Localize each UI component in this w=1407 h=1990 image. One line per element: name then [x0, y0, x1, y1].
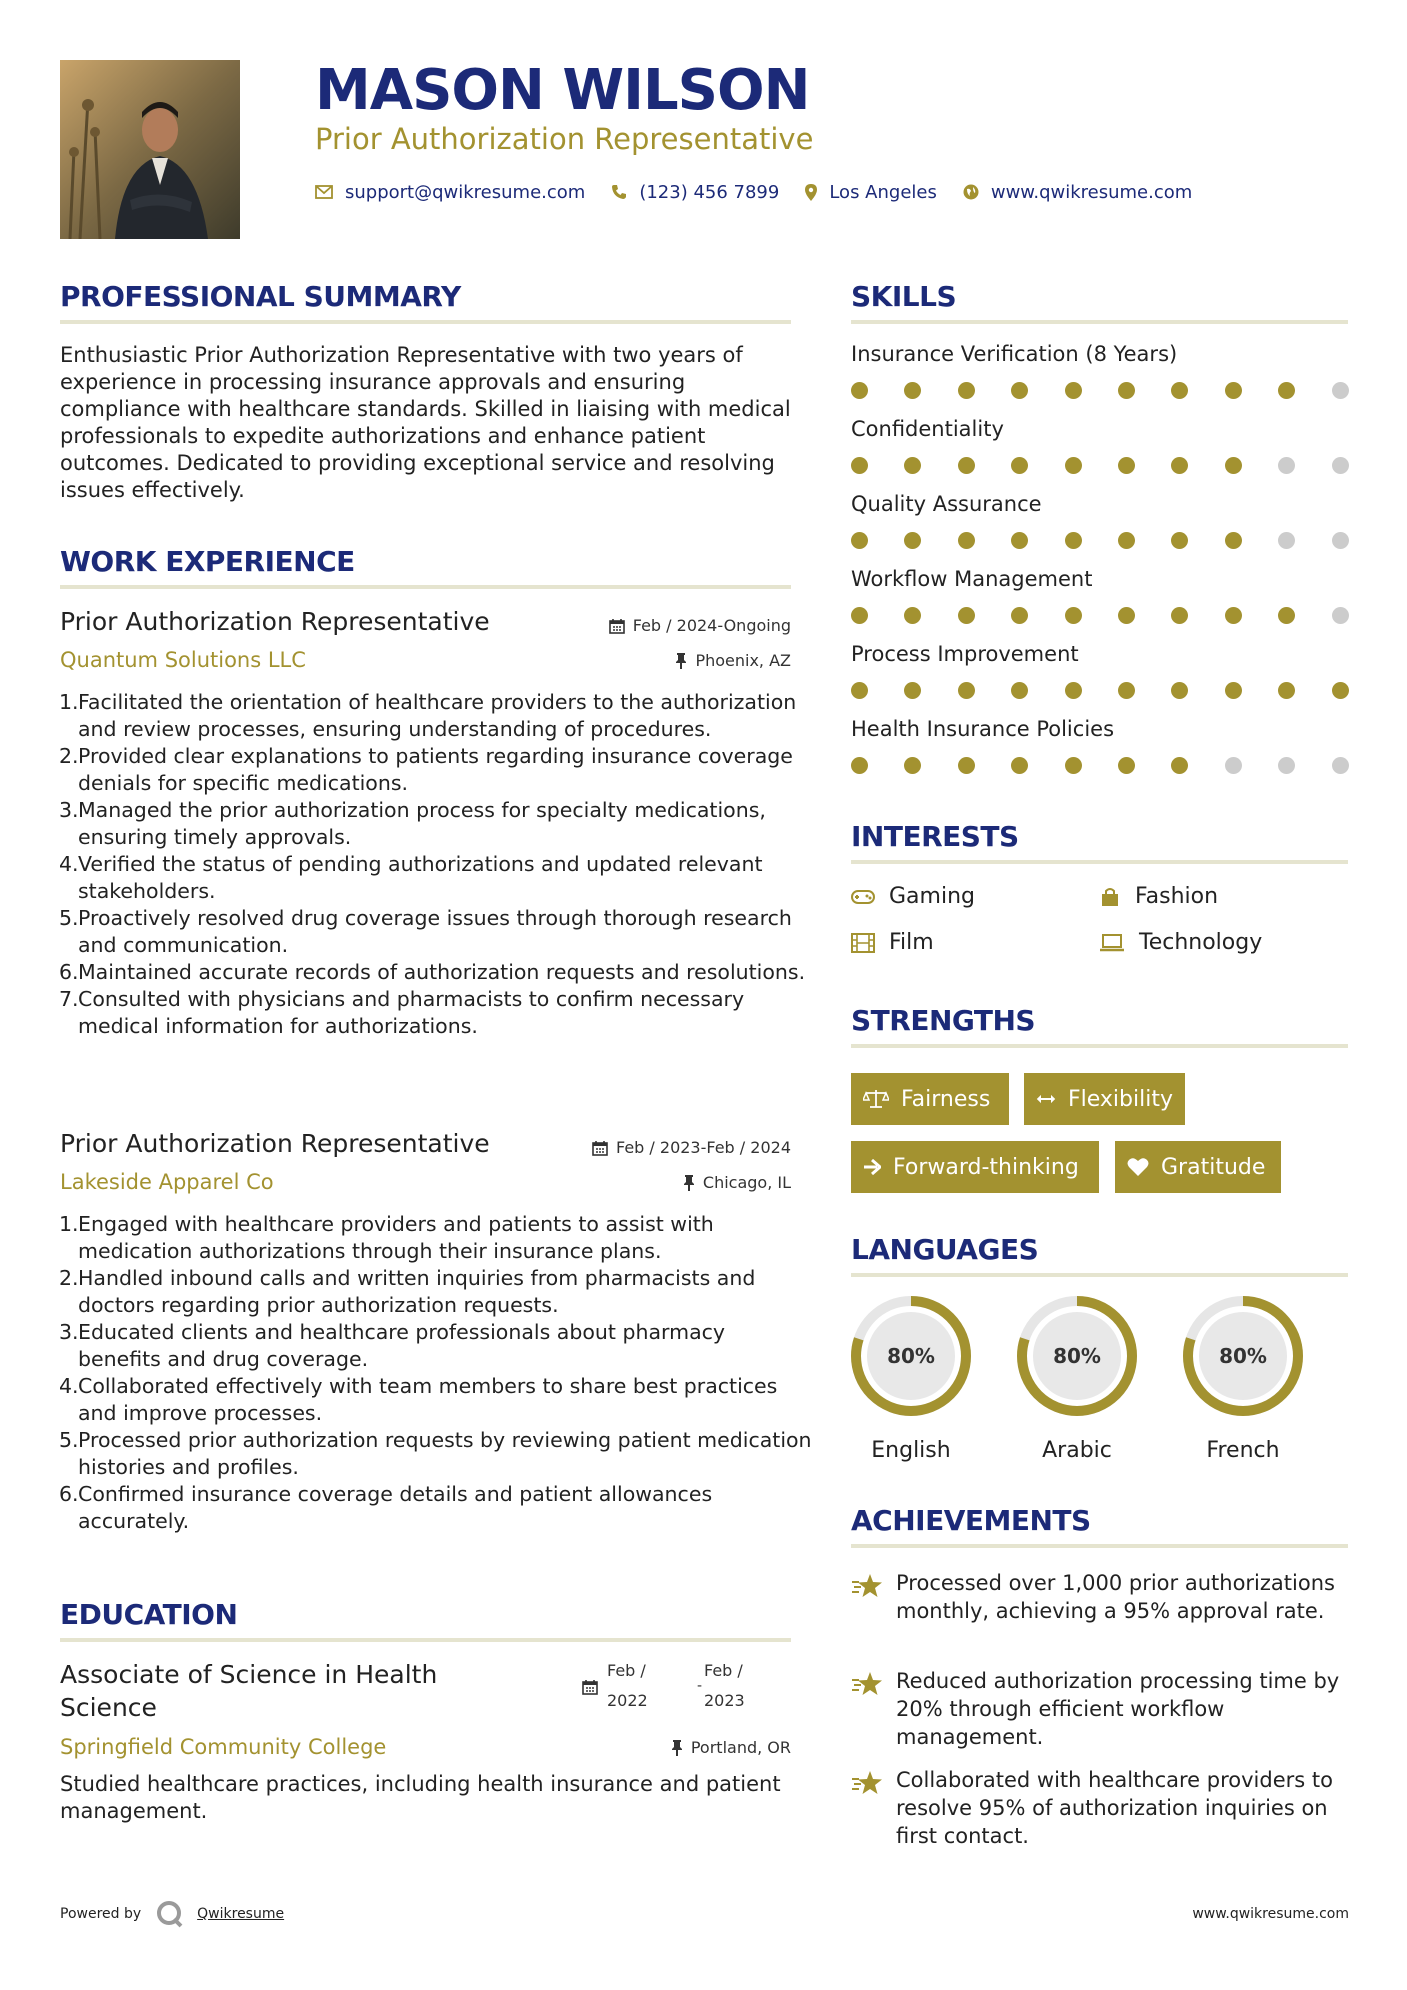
qwikresume-link[interactable]: Qwikresume [197, 1906, 285, 1922]
footer [60, 1900, 284, 1928]
interest-film: Film [851, 930, 934, 955]
contact-website[interactable] [963, 182, 1192, 203]
language-item [849, 1294, 973, 1463]
skill-dot [1065, 532, 1082, 549]
skills-heading: SKILLS [851, 280, 957, 313]
skill-name: Quality Assurance [851, 492, 1042, 516]
arrows-horizontal-icon [1036, 1093, 1056, 1105]
skill-dot [1065, 607, 1082, 624]
list-item: 3. Managed the prior authorization process for specialty medications, ensuring timely approvals. [59, 798, 766, 849]
edu-date-separator: - [697, 1678, 703, 1694]
skill-dot [1118, 382, 1135, 399]
footer-website[interactable]: www.qwikresume.com [1192, 1906, 1349, 1922]
list-item: 1. Engaged with healthcare providers and patients to assist with medication authorizations through their insurance plans. [59, 1212, 714, 1263]
skill-rating [851, 757, 1350, 775]
job-company: Quantum Solutions LLC [60, 648, 306, 672]
skill-dot [1011, 457, 1028, 474]
skill-dot [958, 382, 975, 399]
skill-dot [1011, 682, 1028, 699]
skill-dot [851, 532, 868, 549]
skill-dot [1118, 682, 1135, 699]
strength-tag: Forward-thinking [851, 1141, 1099, 1193]
gamepad-icon [851, 889, 875, 905]
skill-dot [851, 682, 868, 699]
skill-dot [1278, 682, 1295, 699]
achievement-text: Collaborated with healthcare providers to resolve 95% of authorization inquiries on first contact. [896, 1768, 1333, 1848]
job-location-text: Chicago, IL [702, 1173, 791, 1192]
location-text: Los Angeles [829, 181, 937, 203]
skill-dot [904, 532, 921, 549]
skill-dot [904, 457, 921, 474]
list-item: 6. Confirmed insurance coverage details and patient allowances accurately. [59, 1482, 713, 1533]
skill-dot [904, 382, 921, 399]
job-location [683, 1173, 791, 1192]
edu-start-line-1: Feb / [607, 1661, 646, 1680]
list-item: 2. Provided clear explanations to patients regarding insurance coverage denials for specific medications. [59, 744, 793, 795]
skill-dot [851, 382, 868, 399]
job-company: Lakeside Apparel Co [60, 1170, 274, 1194]
skill-dot [904, 682, 921, 699]
phone-icon [611, 184, 627, 200]
job-title: Prior Authorization Representative [60, 1129, 490, 1158]
school-location [671, 1738, 791, 1757]
skill-dot [1065, 382, 1082, 399]
skill-dot [1278, 757, 1295, 774]
skill-dot [1065, 757, 1082, 774]
strength-tag: Fairness [851, 1073, 1009, 1125]
school-name: Springfield Community College [60, 1735, 387, 1759]
skill-name: Workflow Management [851, 567, 1093, 591]
skill-dot [1225, 382, 1242, 399]
experience-divider [60, 585, 791, 589]
skill-dot [851, 607, 868, 624]
skill-dot [851, 457, 868, 474]
job-title: Prior Authorization Representative [60, 607, 490, 636]
edu-end-line-2: 2023 [704, 1691, 745, 1710]
summary-divider [60, 320, 791, 324]
list-item: 4. Verified the status of pending authorizations and updated relevant stakeholders. [59, 852, 763, 903]
summary-text: Enthusiastic Prior Authorization Representative with two years of experience in processing insurance approvals and ensuring compliance with healthcare standards. Skilled in liaising with medical professionals to expedite authorizations and enhance patient outcomes. Dedicated to providing exceptional service and resolving issues effectively. [60, 343, 791, 502]
skill-dot [1011, 757, 1028, 774]
skill-dot [1171, 682, 1188, 699]
skill-dot [958, 757, 975, 774]
contact-location [805, 182, 937, 203]
strengths-heading: STRENGTHS [851, 1004, 1036, 1037]
achievements-divider [851, 1544, 1348, 1548]
skill-dot [1011, 607, 1028, 624]
skill-dot [1225, 457, 1242, 474]
list-item: 1. Facilitated the orientation of healthcare providers to the authorization and review processes, ensuring understanding of procedures. [59, 690, 797, 741]
skill-dot [1225, 757, 1242, 774]
skill-dot [1278, 607, 1295, 624]
list-item: 7. Consulted with physicians and pharmacists to confirm necessary medical information for authorizations. [59, 987, 745, 1038]
skill-dot [1118, 532, 1135, 549]
job-location-text: Phoenix, AZ [695, 651, 791, 670]
profile-photo [60, 60, 240, 239]
edu-start-line-2: 2022 [607, 1691, 648, 1710]
skill-name: Insurance Verification (8 Years) [851, 342, 1178, 366]
contact-phone[interactable] [611, 182, 779, 203]
skill-dot [1332, 382, 1349, 399]
envelope-icon [315, 185, 333, 199]
skills-divider [851, 320, 1348, 324]
list-item: 5. Proactively resolved drug coverage issues through thorough research and communication. [59, 906, 792, 957]
education-heading: EDUCATION [60, 1598, 238, 1631]
list-item: 5. Processed prior authorization requests by reviewing patient medication histories and profiles. [59, 1428, 812, 1479]
calendar-icon [609, 618, 625, 634]
language-percent: 80% [1053, 1344, 1101, 1368]
degree-line-2: Science [60, 1693, 157, 1722]
language-name: Arabic [1042, 1438, 1112, 1463]
skill-dot [1171, 382, 1188, 399]
language-name: French [1206, 1438, 1280, 1463]
achievement-text: Reduced authorization processing time by 20% through efficient workflow management. [896, 1669, 1340, 1749]
skill-dot [1171, 532, 1188, 549]
education-divider [60, 1638, 791, 1642]
skill-dot [1011, 532, 1028, 549]
job-date-text: Feb / 2023-Feb / 2024 [616, 1138, 791, 1157]
list-item: 3. Educated clients and healthcare professionals about pharmacy benefits and drug coverage. [59, 1320, 726, 1371]
skill-dot [958, 607, 975, 624]
interests-divider [851, 860, 1348, 864]
candidate-name: MASON WILSON [315, 58, 810, 123]
degree-line-1: Associate of Science in Health [60, 1660, 438, 1689]
interests-heading: INTERESTS [851, 820, 1019, 853]
heart-icon [1127, 1157, 1149, 1177]
calendar-icon [592, 1140, 608, 1156]
job-date [609, 616, 791, 635]
skill-rating [851, 532, 1350, 550]
film-icon [851, 933, 875, 953]
skill-dot [1171, 457, 1188, 474]
job-date [592, 1138, 791, 1157]
shopping-bag-icon [1099, 886, 1121, 908]
email-text: support@qwikresume.com [345, 181, 586, 203]
skill-dot [904, 757, 921, 774]
contact-email[interactable] [315, 182, 585, 203]
education-description: Studied healthcare practices, including health insurance and patient management. [60, 1772, 781, 1823]
achievement-text: Processed over 1,000 prior authorizations monthly, achieving a 95% approval rate. [896, 1571, 1335, 1623]
skill-dot [1278, 532, 1295, 549]
skill-rating [851, 457, 1350, 475]
skill-dot [1332, 757, 1349, 774]
skill-dot [1225, 682, 1242, 699]
star-icon [851, 1770, 883, 1796]
skill-dot [1332, 457, 1349, 474]
strength-tag: Gratitude [1115, 1141, 1281, 1193]
candidate-role: Prior Authorization Representative [315, 122, 814, 156]
skill-dot [1118, 457, 1135, 474]
job-bullets [60, 1211, 813, 1535]
language-name: English [871, 1438, 951, 1463]
star-icon [851, 1671, 883, 1697]
star-icon [851, 1573, 883, 1599]
arrow-right-icon [863, 1159, 881, 1175]
skill-dot [958, 457, 975, 474]
globe-icon [963, 184, 979, 200]
skill-dot [1171, 607, 1188, 624]
job-bullets [60, 689, 813, 1040]
skill-dot [1225, 607, 1242, 624]
skill-name: Confidentiality [851, 417, 1004, 441]
website-text: www.qwikresume.com [990, 181, 1193, 203]
skill-rating [851, 607, 1350, 625]
language-item [1181, 1294, 1305, 1463]
achievements-heading: ACHIEVEMENTS [851, 1504, 1091, 1537]
pin-icon [675, 653, 687, 669]
language-percent: 80% [1219, 1344, 1267, 1368]
skill-dot [1011, 382, 1028, 399]
phone-text: (123) 456 7899 [639, 181, 780, 203]
skill-rating [851, 682, 1350, 700]
languages-divider [851, 1273, 1348, 1277]
laptop-icon [1099, 934, 1125, 952]
skill-rating [851, 382, 1350, 400]
balance-scale-icon [863, 1089, 889, 1109]
skill-dot [851, 757, 868, 774]
skill-dot [904, 607, 921, 624]
skill-dot [1118, 757, 1135, 774]
experience-heading: WORK EXPERIENCE [60, 545, 355, 578]
school-location-text: Portland, OR [690, 1738, 791, 1757]
map-marker-icon [805, 184, 817, 201]
qwikresume-logo-icon [155, 1900, 185, 1928]
skill-dot [1332, 682, 1349, 699]
skill-name: Health Insurance Policies [851, 717, 1115, 741]
edu-end-line-1: Feb / [704, 1661, 743, 1680]
list-item: 4. Collaborated effectively with team members to share best practices and improve processes. [59, 1374, 778, 1425]
interest-fashion: Fashion [1099, 884, 1218, 909]
interest-gaming: Gaming [851, 884, 975, 909]
job-date-text: Feb / 2024-Ongoing [632, 616, 791, 635]
list-item: 6. Maintained accurate records of authorization requests and resolutions. [59, 960, 806, 984]
interest-technology: Technology [1099, 930, 1262, 955]
skill-dot [1065, 457, 1082, 474]
skill-dot [1118, 607, 1135, 624]
summary-heading: PROFESSIONAL SUMMARY [60, 280, 461, 313]
pin-icon [683, 1175, 695, 1191]
list-item: 2. Handled inbound calls and written inquiries from pharmacists and doctors regarding prior authorization requests. [59, 1266, 756, 1317]
job-location [675, 651, 791, 670]
powered-by-text: Powered by [60, 1906, 142, 1922]
language-percent: 80% [887, 1344, 935, 1368]
skill-dot [1065, 682, 1082, 699]
language-item [1015, 1294, 1139, 1463]
calendar-icon [582, 1679, 598, 1695]
strengths-divider [851, 1044, 1348, 1048]
skill-dot [958, 682, 975, 699]
strength-tag: Flexibility [1024, 1073, 1185, 1125]
skill-dot [1171, 757, 1188, 774]
skill-dot [1332, 532, 1349, 549]
contact-bar [315, 178, 1218, 206]
skill-dot [1278, 457, 1295, 474]
skill-dot [1278, 382, 1295, 399]
skill-dot [1332, 607, 1349, 624]
skill-name: Process Improvement [851, 642, 1079, 666]
skill-dot [958, 532, 975, 549]
skill-dot [1225, 532, 1242, 549]
languages-heading: LANGUAGES [851, 1233, 1039, 1266]
pin-icon [671, 1740, 683, 1756]
